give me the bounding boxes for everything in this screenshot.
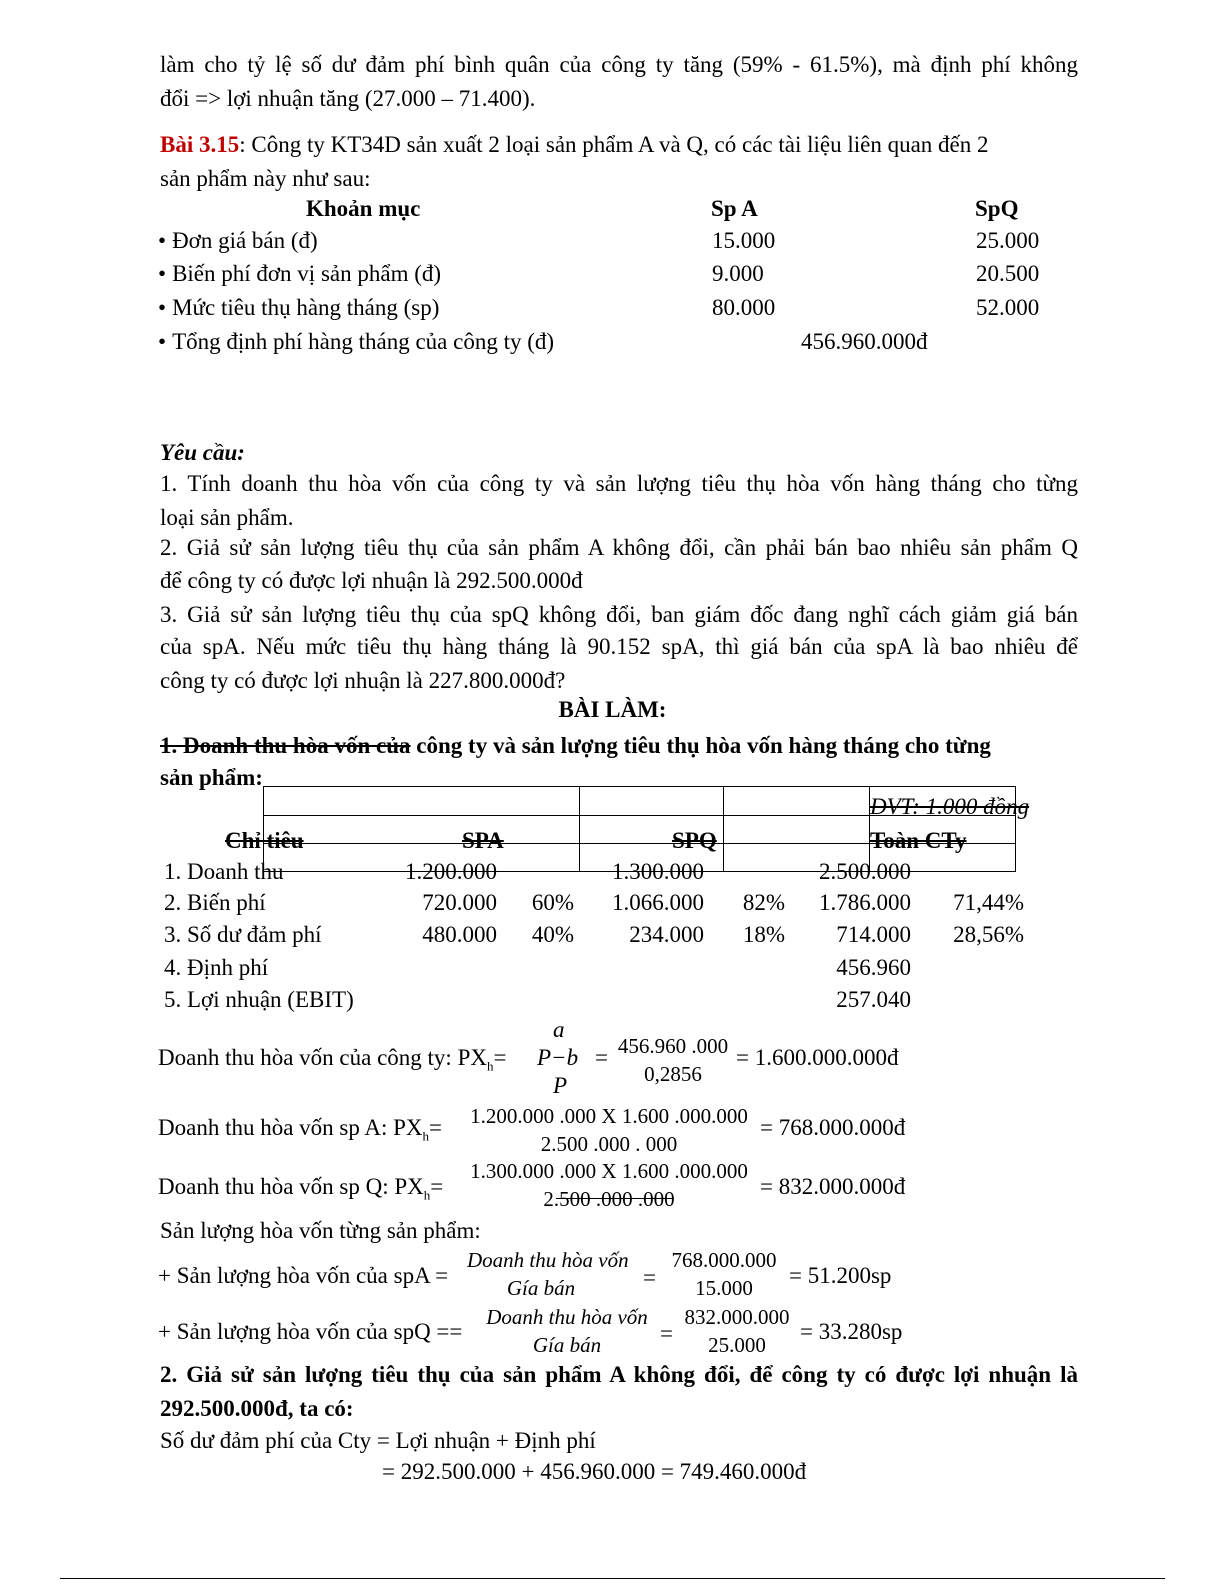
info-row-label: Đơn giá bán (đ) <box>172 228 318 253</box>
info-row-label: Biến phí đơn vị sản phẩm (đ) <box>172 261 442 286</box>
table-cell-total: 1.786.000 <box>819 890 911 915</box>
bullet: • <box>158 261 167 286</box>
info-value-total: 456.960.000đ <box>801 329 928 354</box>
table-cell-total: 456.960 <box>836 955 911 980</box>
table-cell-total: 714.000 <box>836 922 911 947</box>
info-row-volume <box>158 295 439 321</box>
table-header-item: Chỉ tiêu <box>225 828 304 853</box>
table-header-spq: SPQ <box>672 828 717 853</box>
info-value-q: 20.500 <box>976 261 1040 286</box>
qty-q-denominator-value: 25.000 <box>708 1333 766 1357</box>
formula-3-numerator: 1.300.000 .000 X 1.600 .000.000 <box>470 1159 748 1183</box>
qty-title: Sản lượng hòa vốn từng sản phẩm: <box>160 1218 481 1243</box>
qty-a-fraction-values <box>664 1246 784 1302</box>
formula-1-fraction <box>612 1032 734 1088</box>
qty-q-fraction-words <box>482 1303 652 1359</box>
requirements-title: Yêu cầu: <box>160 440 245 465</box>
info-value-q: 25.000 <box>976 228 1040 253</box>
formula-3-fraction <box>463 1157 755 1213</box>
info-row-label: Tổng định phí hàng tháng của công ty (đ) <box>172 329 555 354</box>
equals-sign: = <box>643 1265 656 1290</box>
bullet: • <box>158 329 167 354</box>
qty-a-numerator-value: 768.000.000 <box>671 1248 777 1272</box>
info-header-spq: SpQ <box>975 196 1019 221</box>
table-header-total: Toàn CTy <box>870 828 967 853</box>
formula-3-denominator: 2.500 .000 .000 <box>543 1187 675 1211</box>
bullet: • <box>158 228 167 253</box>
formula-1-result: = 1.600.000.000đ <box>736 1045 899 1070</box>
solution-1-line-1 <box>160 731 991 761</box>
table-header-spa: SPA <box>462 828 504 853</box>
req-3-line-3: công ty có được lợi nhuận là 227.800.000đ? <box>160 668 566 693</box>
formula-2-numerator: 1.200.000 .000 X 1.600 .000.000 <box>470 1104 748 1128</box>
qty-a-fraction-words <box>467 1246 629 1302</box>
info-row-price <box>158 228 318 254</box>
formula-1-a: a <box>553 1017 565 1042</box>
formula-2-denominator: 2.500 .000 . 000 <box>540 1132 678 1156</box>
table-cell-spq-pct: 82% <box>742 890 785 915</box>
subscript-h: h <box>423 1187 431 1203</box>
qty-q-numerator-value: 832.000.000 <box>684 1305 790 1329</box>
table-cell-total: 2.500.000 <box>819 859 911 884</box>
table-cell-spa: 480.000 <box>422 922 497 947</box>
unit-label: ĐVT: 1.000 đồng <box>870 794 1030 819</box>
table-cell-spq-pct: 18% <box>742 922 785 947</box>
table-cell-total-pct: 28,56% <box>953 922 1024 947</box>
intro-line-1: làm cho tỷ lệ số dư đảm phí bình quân của công ty tăng (59% - 61.5%), mà định phí không <box>160 52 1078 77</box>
table-cell-total-pct: 71,44% <box>953 890 1024 915</box>
table-cell-spa-pct: 60% <box>531 890 574 915</box>
info-value-a: 80.000 <box>712 295 776 320</box>
formula-2-label-text: Doanh thu hòa vốn sp A: PX <box>158 1115 423 1140</box>
req-2-line-2: để công ty có được lợi nhuận là 292.500.000đ <box>160 568 583 593</box>
formula-2-fraction <box>463 1102 755 1158</box>
qty-q-numerator: Doanh thu hòa vốn <box>486 1305 648 1329</box>
equals-sign: = <box>493 1045 507 1070</box>
formula-1-p-minus-b: P−b <box>537 1045 579 1070</box>
part-2-line-2: 292.500.000đ, ta có: <box>160 1396 354 1421</box>
qty-q-fraction-values <box>677 1303 797 1359</box>
info-value-q: 52.000 <box>976 295 1040 320</box>
formula-2-label <box>158 1115 442 1145</box>
formula-3-strike-line <box>556 1198 673 1199</box>
formula-3-label <box>158 1174 443 1204</box>
bullet: • <box>158 295 167 320</box>
table-row-label: 1. Doanh thu <box>164 859 284 884</box>
qty-q-result: = 33.280sp <box>800 1319 903 1344</box>
table-row-label: 5. Lợi nhuận (EBIT) <box>164 987 354 1012</box>
part-2-line-1: 2. Giả sử sản lượng tiêu thụ của sản phẩm A không đổi, để công ty có được lợi nhuận là <box>160 1362 1078 1387</box>
solution-1-rest: công ty và sản lượng tiêu thụ hòa vốn hàng tháng cho từng <box>410 733 991 758</box>
solution-1-line-2: sản phẩm: <box>160 765 263 790</box>
formula-1-label-text: Doanh thu hòa vốn của công ty: PX <box>158 1045 487 1070</box>
req-1-line-2: loại sản phẩm. <box>160 505 294 530</box>
table-cell-spa: 720.000 <box>422 890 497 915</box>
info-value-a: 15.000 <box>712 228 776 253</box>
page-bottom-rule <box>60 1578 1165 1579</box>
table-cell-spq: 1.066.000 <box>612 890 704 915</box>
formula-3-result: = 832.000.000đ <box>760 1174 906 1199</box>
qty-a-label: + Sản lượng hòa vốn của spA = <box>158 1263 449 1288</box>
info-row-fixed <box>158 329 554 355</box>
info-row-label: Mức tiêu thụ hàng tháng (sp) <box>172 295 440 320</box>
formula-2-result: = 768.000.000đ <box>760 1115 906 1140</box>
qty-a-denominator-value: 15.000 <box>695 1276 753 1300</box>
equals-sign: = <box>430 1174 444 1199</box>
table-row-label: 2. Biến phí <box>164 890 266 915</box>
table-row-label: 4. Định phí <box>164 955 269 980</box>
table-cell-total: 257.040 <box>836 987 911 1012</box>
solution-title: BÀI LÀM: <box>558 697 667 722</box>
qty-a-denominator: Gía bán <box>506 1276 576 1300</box>
formula-1-label <box>158 1045 506 1075</box>
table-row-label: 3. Số dư đảm phí <box>164 922 322 947</box>
subscript-h: h <box>486 1058 494 1074</box>
qty-q-label: + Sản lượng hòa vốn của spQ == <box>158 1319 463 1344</box>
info-row-varcost <box>158 261 441 287</box>
subscript-h: h <box>422 1128 429 1144</box>
req-3-line-2: của spA. Nếu mức tiêu thụ hàng tháng là 90.152 spA, thì giá bán của spA là bao nhiêu để <box>160 634 1078 659</box>
table-cell-spa: 1.200.000 <box>405 859 497 884</box>
formula-3-label-text: Doanh thu hòa vốn sp Q: PX <box>158 1174 424 1199</box>
table-cell-spa-pct: 40% <box>531 922 574 947</box>
intro-line-2: đổi => lợi nhuận tăng (27.000 – 71.400). <box>160 86 536 111</box>
formula-1-denominator: 0,2856 <box>644 1062 702 1086</box>
info-header-spa: Sp A <box>711 196 758 221</box>
exercise-line-2: sản phẩm này như sau: <box>160 166 371 191</box>
qty-a-numerator: Doanh thu hòa vốn <box>467 1248 629 1272</box>
part-2-line-4: = 292.500.000 + 456.960.000 = 749.460.000đ <box>382 1459 807 1484</box>
info-value-a: 9.000 <box>712 261 764 286</box>
table-grid-line <box>579 786 580 872</box>
exercise-line-1 <box>160 130 989 160</box>
equals-sign: = <box>595 1045 608 1070</box>
part-2-line-3: Số dư đảm phí của Cty = Lợi nhuận + Định phí <box>160 1428 596 1453</box>
table-cell-spq: 1.300.000 <box>612 859 704 884</box>
table-cell-spq: 234.000 <box>629 922 704 947</box>
equals-sign: = <box>660 1321 673 1346</box>
formula-1-numerator: 456.960 .000 <box>617 1034 729 1058</box>
exercise-text-1: : Công ty KT34D sản xuất 2 loại sản phẩm A và Q, có các tài liệu liên quan đến 2 <box>239 132 989 157</box>
equals-sign: = <box>429 1115 442 1140</box>
solution-1-strike: 1. Doanh thu hòa vốn của <box>160 733 411 758</box>
req-3-line-1: 3. Giả sử sản lượng tiêu thụ của spQ không đổi, ban giám đốc đang nghĩ cách giảm giá bán <box>160 602 1078 627</box>
table-grid-line <box>723 786 724 872</box>
exercise-label: Bài 3.15 <box>160 132 240 157</box>
info-header-item: Khoản mục <box>306 196 421 221</box>
qty-a-result: = 51.200sp <box>789 1263 892 1288</box>
req-2-line-1: 2. Giả sử sản lượng tiêu thụ của sản phẩm A không đổi, cần phải bán bao nhiêu sản phẩm Q <box>160 535 1078 560</box>
req-1-line-1: 1. Tính doanh thu hòa vốn của công ty và sản lượng tiêu thụ hòa vốn hàng tháng cho từng <box>160 471 1078 496</box>
qty-q-denominator: Gía bán <box>532 1333 602 1357</box>
formula-1-p: P <box>553 1073 568 1098</box>
